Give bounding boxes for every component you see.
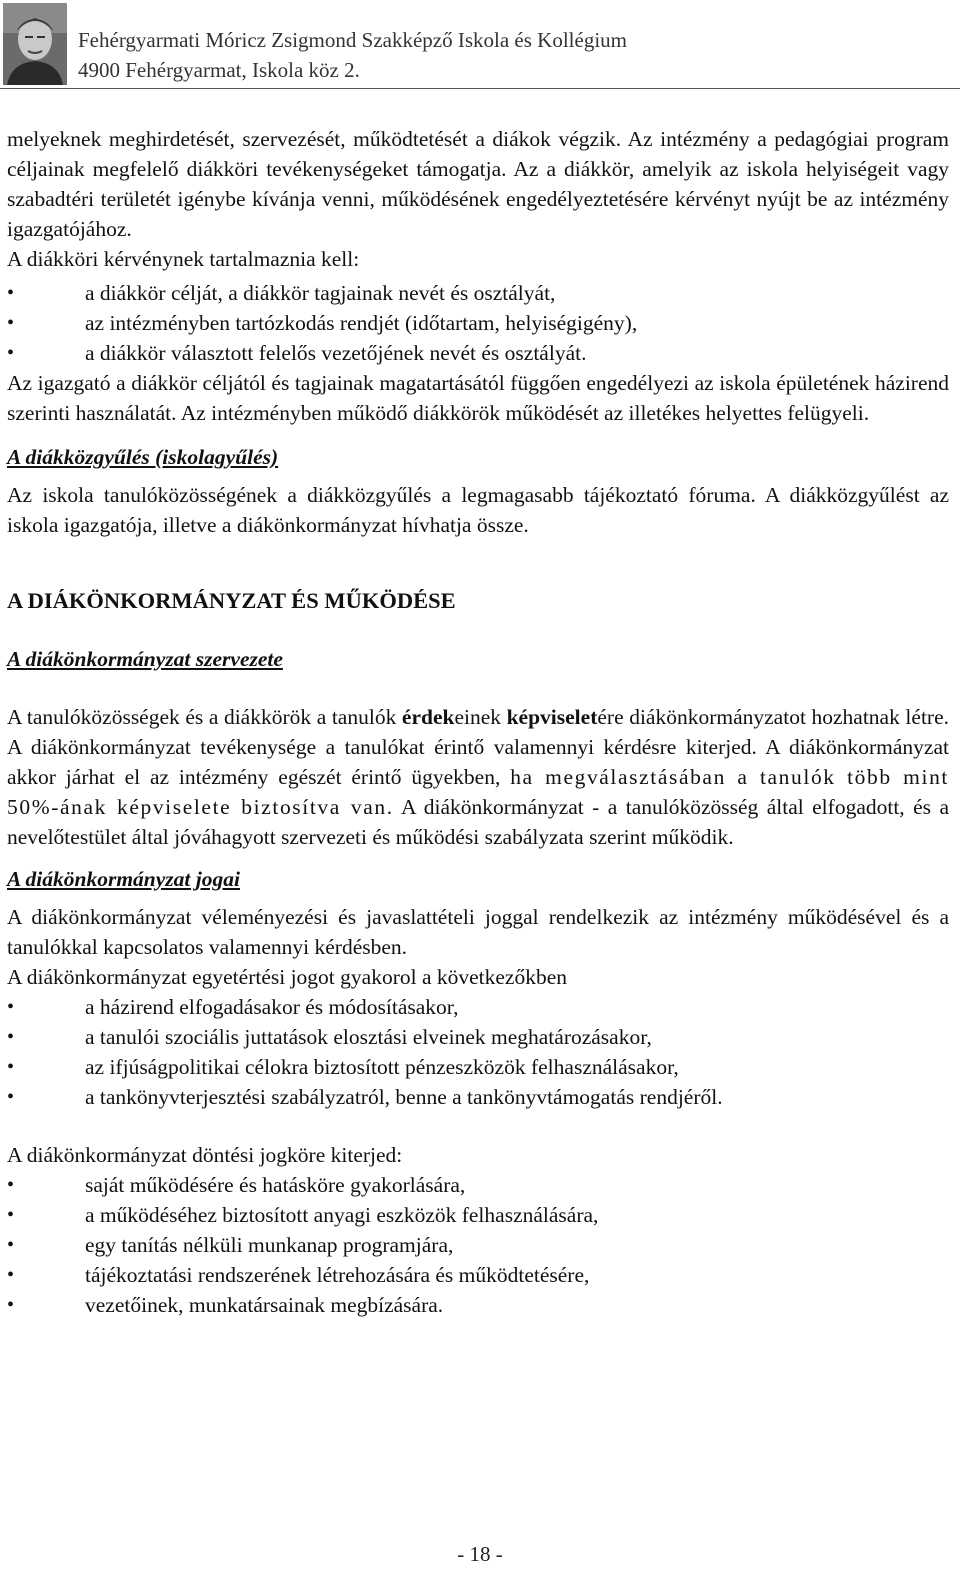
page-header (0, 0, 960, 92)
text-run: ére diákönkormányzatot hozhatnak létre. A diákönkormányzat tevékenysége a tanulókat érintő valamennyi kérdésre kiterjed. A diákönkormányzat akkor járhat el az intézmény egészét érintő ügyekben, (7, 705, 949, 789)
paragraph-permission: Az igazgató a diákkör céljától és tagjainak magatartásától függően engedélyezi az iskola épületének házirend szerinti használatát. Az intézményben működő diákkörök működését az illetékes helyettes felügyeli. (7, 371, 949, 425)
paragraph-intro: melyeknek meghirdetését, szervezését, működtetését a diákok végzik. Az intézmény a pedagógiai program céljainak megfelelő diákköri tevékenységeket támogatja. Az a diákkör, amelyik az iskola helyiségeit vagy szabadtéri területét igénybe kívánja venni, működésének engedélyeztetésére kérvényt nyújt be az intézmény igazgatójához. (7, 127, 949, 241)
school-name: Fehérgyarmati Móricz Zsigmond Szakképző Iskola és Kollégium (78, 28, 627, 52)
list-consent (7, 992, 949, 1112)
portrait-photo (3, 3, 67, 85)
heading-rights: A diákönkormányzat jogai (7, 867, 240, 891)
paragraph-request: A diákköri kérvénynek tartalmaznia kell: (7, 247, 360, 271)
list-item: • az intézményben tartózkodás rendjét (időtartam, helyiségigény), (7, 308, 949, 338)
heading-assembly: A diákközgyűlés (iskolagyűlés) (7, 445, 279, 469)
list-item: • vezetőinek, munkatársainak megbízására. (7, 1290, 949, 1320)
list-decision (7, 1170, 949, 1320)
paragraph-consent: A diákönkormányzat egyetértési jogot gyakorol a következőkben (7, 965, 568, 989)
text-run: einek (454, 705, 507, 729)
list-item: • a diákkör célját, a diákkör tagjainak nevét és osztályát, (7, 278, 949, 308)
list-item: • saját működésére és hatásköre gyakorlására, (7, 1170, 949, 1200)
list-item: • az ifjúságpolitikai célokra biztosított pénzeszközök felhasználásakor, (7, 1052, 949, 1082)
paragraph-decision: A diákönkormányzat döntési jogköre kiterjed: (7, 1143, 403, 1167)
text-bold: képviselet (506, 705, 598, 729)
list-request-contents (7, 278, 949, 368)
heading-organization: A diákönkormányzat szervezete (7, 647, 283, 671)
header-rule (0, 88, 960, 89)
page-number: - 18 - (457, 1542, 503, 1566)
text-run: A tanulóközösségek és a diákkörök a tanulók (7, 705, 402, 729)
list-item: • tájékoztatási rendszerének létrehozására és működtetésére, (7, 1260, 949, 1290)
text-spaced: ha megválasztásában a tanulók több mint 50%-ának képviselete biztosítva van. (7, 765, 949, 819)
heading-main: A DIÁKÖNKORMÁNYZAT ÉS MŰKÖDÉSE (7, 588, 456, 613)
list-item: • a tankönyvterjesztési szabályzatról, benne a tankönyvtámogatás rendjéről. (7, 1082, 949, 1112)
list-item: • a működéséhez biztosított anyagi eszközök felhasználására, (7, 1200, 949, 1230)
paragraph-rights: A diákönkormányzat véleményezési és javaslattételi joggal rendelkezik az intézmény működésével és a tanulókkal kapcsolatos valamennyi kérdésben. (7, 905, 949, 959)
list-item: • egy tanítás nélküli munkanap programjára, (7, 1230, 949, 1260)
list-item: • a házirend elfogadásakor és módosításakor, (7, 992, 949, 1022)
text-bold: érdek (401, 705, 455, 729)
school-address: 4900 Fehérgyarmat, Iskola köz 2. (78, 58, 360, 82)
paragraph-organization (7, 702, 949, 852)
list-item: • a tanulói szociális juttatások elosztási elveinek meghatározásakor, (7, 1022, 949, 1052)
paragraph-assembly: Az iskola tanulóközösségének a diákközgyűlés a legmagasabb tájékoztató fóruma. A diákközgyűlést az iskola igazgatója, illetve a diákönkormányzat hívhatja össze. (7, 483, 949, 537)
document-body (7, 124, 949, 1320)
list-item: • a diákkör választott felelős vezetőjének nevét és osztályát. (7, 338, 949, 368)
text-run: A diákönkormányzat - a tanulóközösség által elfogadott, és a nevelőtestület által jóváhagyott szervezeti és működési szabályzata szerint működik. (7, 795, 949, 849)
